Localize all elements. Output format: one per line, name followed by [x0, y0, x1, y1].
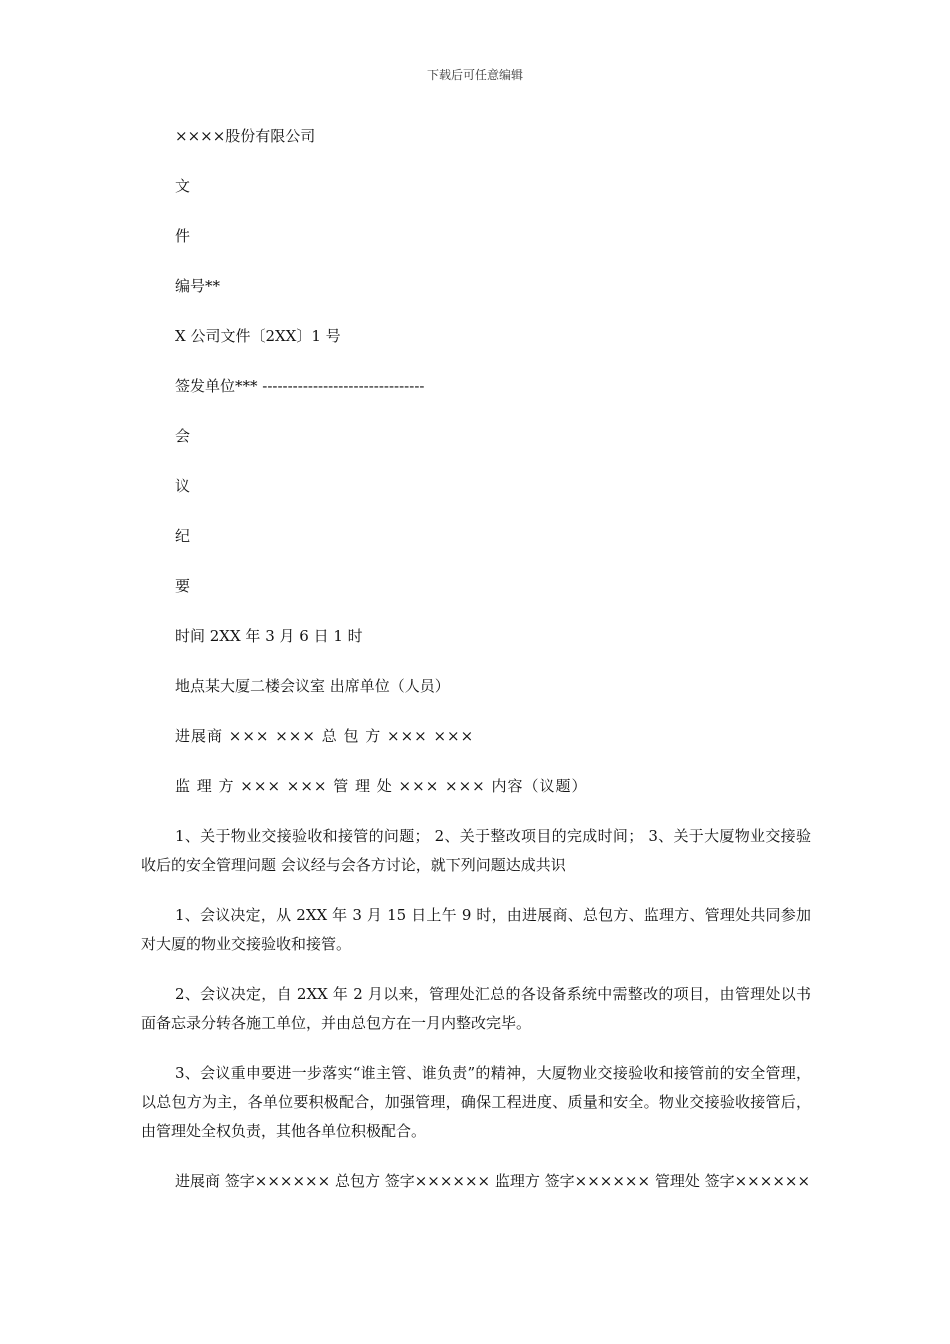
title-char-hui: 会: [175, 427, 191, 445]
attendees-line-2: 监 理 方 ××× ××× 管 理 处 ××× ××× 内容（议题）: [175, 777, 588, 795]
title-char-yi: 议: [175, 477, 191, 495]
title-char-jian: 件: [175, 227, 191, 245]
decision-paragraph-1: 1、会议决定，从 2XX 年 3 月 15 日上午 9 时，由进展商、总包方、监理方、管理处共同参加对大厦的物业交接验收和接管。: [141, 906, 811, 953]
decision-paragraph-3: 3、会议重申要进一步落实“谁主管、谁负责”的精神，大厦物业交接验收和接管前的安全管理，以总包方为主，各单位要积极配合，加强管理，确保工程进度、质量和安全。物业交接验收接管后，由管理处全权负责，其他各单位积极配合。: [141, 1064, 811, 1140]
title-char-ji: 纪: [175, 527, 191, 545]
decision-paragraph-2: 2、会议决定，自 2XX 年 2 月以来，管理处汇总的各设备系统中需整改的项目，由管理处以书面备忘录分转各施工单位，并由总包方在一月内整改完毕。: [141, 985, 811, 1032]
agenda-paragraph: 1、关于物业交接验收和接管的问题； 2、关于整改项目的完成时间； 3、关于大厦物业交接验收后的安全管理问题 会议经与会各方讨论，就下列问题达成共识: [141, 827, 811, 874]
meeting-place: 地点某大厦二楼会议室 出席单位（人员）: [175, 677, 450, 695]
number-label: 编号**: [175, 277, 221, 295]
title-char-yao: 要: [175, 577, 191, 595]
title-char-wen: 文: [175, 177, 191, 195]
page-header-note: 下载后可任意编辑: [426, 68, 523, 82]
file-number: X 公司文件〔2XX〕1 号: [175, 327, 341, 345]
signatures-paragraph: 进展商 签字×××××× 总包方 签字×××××× 监理方 签字×××××× 管理处 签字××××××: [175, 1172, 811, 1190]
company-name: ××××股份有限公司: [175, 127, 316, 145]
issuer-line: 签发单位*** --------------------------------: [175, 377, 425, 395]
meeting-time: 时间 2XX 年 3 月 6 日 1 时: [175, 627, 363, 645]
document-body: [141, 122, 811, 1217]
attendees-line-1: 进展商 ××× ××× 总 包 方 ××× ×××: [175, 727, 475, 745]
